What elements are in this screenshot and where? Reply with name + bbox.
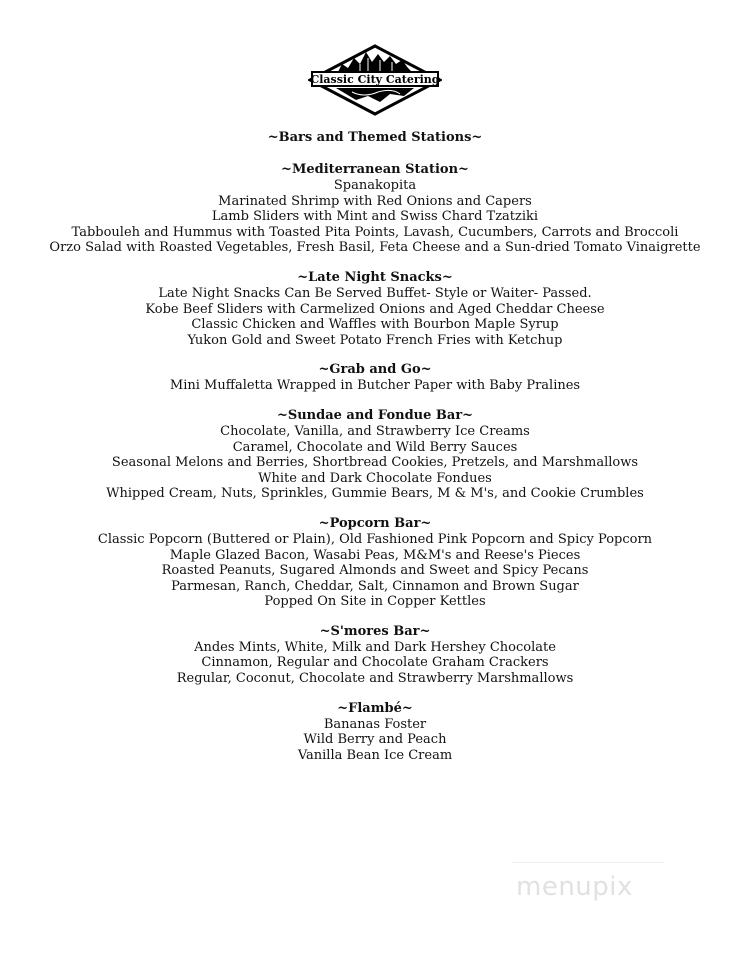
menu-item: Parmesan, Ranch, Cheddar, Salt, Cinnamon and Brown Sugar <box>171 578 579 594</box>
logo-wordmark: Classic City Catering <box>310 73 440 86</box>
menu-item: Maple Glazed Bacon, Wasabi Peas, M&M's and Reese's Pieces <box>169 547 581 563</box>
section-title: ~S'mores Bar~ <box>319 623 431 639</box>
menu-item: Classic Popcorn (Buttered or Plain), Old Fashioned Pink Popcorn and Spicy Popcorn <box>97 531 653 547</box>
menu-item: Mini Muffaletta Wrapped in Butcher Paper with Baby Pralines <box>169 378 581 394</box>
menupix-watermark <box>512 862 664 912</box>
section-grab-and-go <box>0 362 750 394</box>
menu-item: Wild Berry and Peach <box>303 732 447 748</box>
menu-item: Orzo Salad with Roasted Vegetables, Fresh Basil, Feta Cheese and a Sun-dried Tomato Vinaigrette <box>49 240 701 256</box>
watermark-text: menupix <box>516 872 633 902</box>
section-flambe <box>0 701 750 764</box>
menu-item: Cinnamon, Regular and Chocolate Graham Crackers <box>201 655 549 671</box>
section-title: ~Mediterranean Station~ <box>281 162 469 177</box>
menu-item: Caramel, Chocolate and Wild Berry Sauces <box>232 439 518 455</box>
section-sundae-and-fondue-bar <box>0 408 750 502</box>
section-smores-bar <box>0 624 750 687</box>
menu-item: Classic Chicken and Waffles with Bourbon Maple Syrup <box>191 317 559 333</box>
menu-item: Vanilla Bean Ice Cream <box>297 747 453 763</box>
logo-graphic <box>308 44 442 116</box>
menu-item: Andes Mints, White, Milk and Dark Hershey Chocolate <box>194 639 556 655</box>
menu-item: Marinated Shrimp with Red Onions and Capers <box>218 193 532 209</box>
section-title: ~Sundae and Fondue Bar~ <box>276 407 474 423</box>
menu-item: Bananas Foster <box>323 716 427 732</box>
menu-item: Lamb Sliders with Mint and Swiss Chard Tzatziki <box>211 209 539 225</box>
section-title: ~Late Night Snacks~ <box>297 269 453 285</box>
section-title: ~Flambé~ <box>337 700 413 716</box>
menu-item: Yukon Gold and Sweet Potato French Fries with Ketchup <box>187 332 563 348</box>
section-title: ~Popcorn Bar~ <box>318 515 432 531</box>
menu-item: Spanakopita <box>333 178 417 193</box>
menu-item: Whipped Cream, Nuts, Sprinkles, Gummie Bears, M & M's, and Cookie Crumbles <box>106 486 644 502</box>
menu-content <box>0 130 750 777</box>
menu-item: Late Night Snacks Can Be Served Buffet- Style or Waiter- Passed. <box>158 285 592 301</box>
page-title: ~Bars and Themed Stations~ <box>267 130 483 145</box>
menu-item: Tabbouleh and Hummus with Toasted Pita Points, Lavash, Cucumbers, Carrots and Broccoli <box>71 224 679 240</box>
menu-item: Roasted Peanuts, Sugared Almonds and Sweet and Spicy Pecans <box>161 563 589 579</box>
section-popcorn-bar <box>0 516 750 610</box>
section-mediterranean-station <box>0 162 750 256</box>
menu-item: Regular, Coconut, Chocolate and Strawberry Marshmallows <box>176 671 574 687</box>
watermark-divider <box>512 862 664 863</box>
section-late-night-snacks <box>0 270 750 348</box>
menu-item: Kobe Beef Sliders with Carmelized Onions and Aged Cheddar Cheese <box>145 301 605 317</box>
section-title: ~Grab and Go~ <box>318 362 432 378</box>
menu-item: Seasonal Melons and Berries, Shortbread Cookies, Pretzels, and Marshmallows <box>111 455 639 471</box>
menu-item: Chocolate, Vanilla, and Strawberry Ice Creams <box>220 423 530 439</box>
menu-item: Popped On Site in Copper Kettles <box>264 594 486 610</box>
menu-item: White and Dark Chocolate Fondues <box>258 470 492 486</box>
company-logo <box>308 44 442 116</box>
